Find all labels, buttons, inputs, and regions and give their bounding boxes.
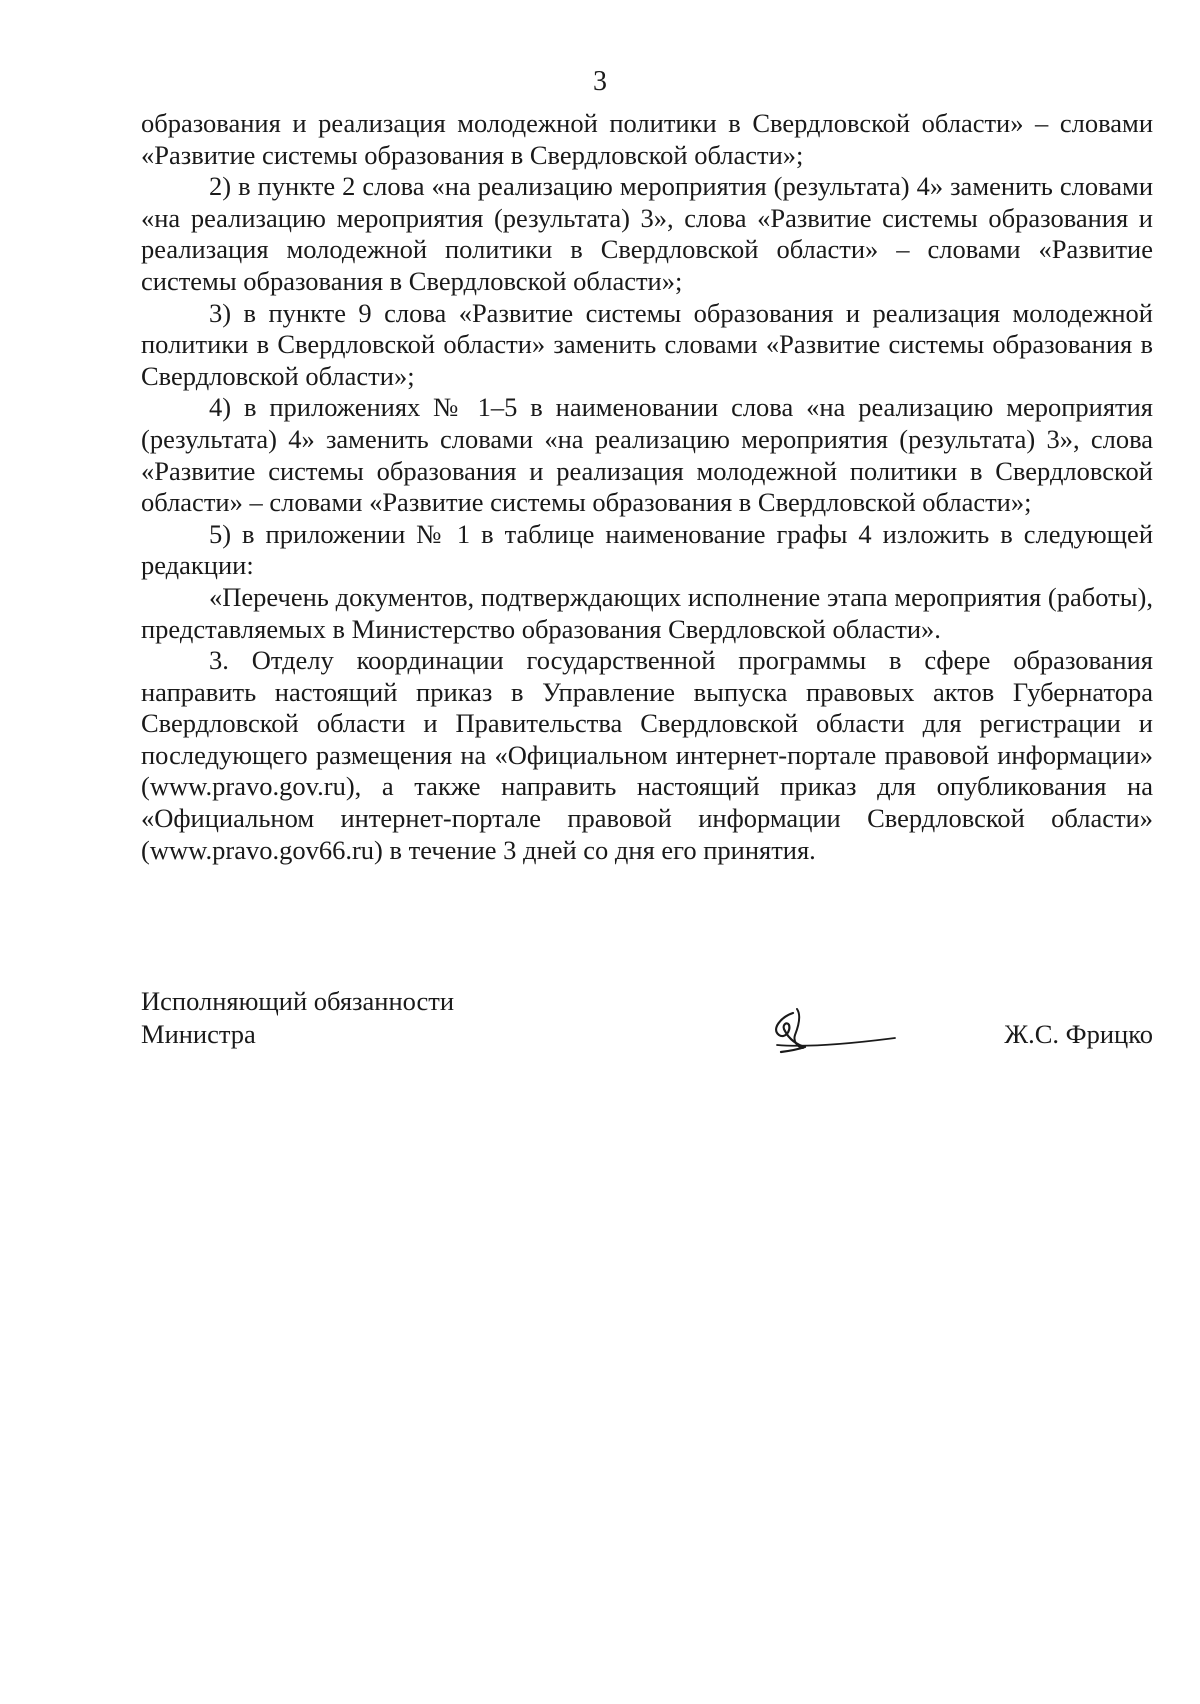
signatory-position-line-1: Исполняющий обязанности [141,986,455,1016]
paragraph-item-3: 3) в пункте 9 слова «Развитие системы образования и реализация молодежной политики в Свердловской области» заменить словами «Развитие системы образования в Свердловской области»; [141,297,1153,391]
paragraph-continuation: образования и реализация молодежной политики в Свердловской области» – словами «Развитие системы образования в Свердловской области»; [141,108,1153,170]
paragraph-item-2: 2) в пункте 2 слова «на реализацию мероприятия (результата) 4» заменить словами «на реализацию мероприятия (результата) 3», слова «Развитие системы образования и реализация молодежной политики в Свердловской области» – словами «Развитие системы образования в Свердловской области»; [141,171,1153,296]
paragraph-item-4: 4) в приложениях № 1–5 в наименовании слова «на реализацию мероприятия (результата) 4» заменить словами «на реализацию мероприятия (результата) 3», слова «Развитие системы образования и реализация молодежной политики в Свердловской области» – словами «Развитие системы образования в Свердловской области»; [141,392,1153,518]
page-number: 3 [593,66,607,97]
paragraph-item-5: 5) в приложении № 1 в таблице наименование графы 4 изложить в следующей редакции: [141,518,1153,581]
paragraph-quote-new-heading: «Перечень документов, подтверждающих исполнение этапа мероприятия (работы), представляемых в Министерство образования Свердловской области». [141,581,1153,644]
handwritten-signature-icon [741,995,901,1065]
paragraph-clause-3: 3. Отделу координации государственной программы в сфере образования направить настоящий приказ в Управление выпуска правовых актов Губернатора Свердловской области и Правительства Свердловской области для регистрации и последующего размещения на «Официальном интернет-портале правовой информации» (www.pravo.gov.ru), а также направить настоящий приказ для опубликования на «Официальном интернет-портале правовой информации Свердловской области» (www.pravo.gov66.ru) в течение 3 дней со дня его принятия. [141,645,1153,865]
signatory-name: Ж.С. Фрицко [1004,1019,1153,1049]
signature-block [141,985,1153,1075]
document-body [141,108,1153,866]
signatory-position [141,985,454,1051]
signatory-position-line-2: Министра [141,1019,256,1049]
